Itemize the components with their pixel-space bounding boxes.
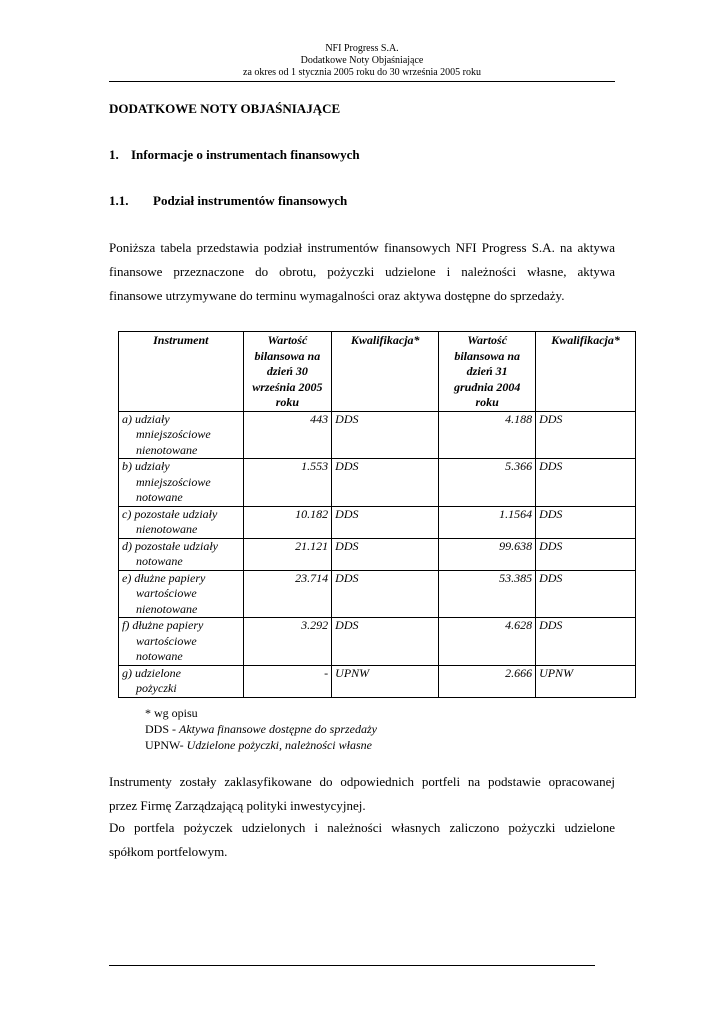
instrument-line: e) dłużne papiery (122, 570, 206, 585)
footer-rule (109, 965, 595, 966)
cell-instrument (119, 665, 244, 697)
legend-upnw-code: UPNW- (145, 738, 187, 752)
instrument-line: f) dłużne papiery (122, 618, 204, 632)
intro-line: finansowe przeznaczone do obrotu, pożyczki udzielone i należności własne, aktywa (109, 264, 615, 279)
header-value-2005-line: Wartość (267, 333, 308, 347)
cell-qualification-1: DDS (332, 459, 439, 507)
instrument-line: b) udziały (122, 459, 170, 473)
header-qualification-2: Kwalifikacja* (536, 332, 636, 412)
classification-paragraph (109, 770, 615, 818)
header-value-2005-line: września 2005 (252, 379, 323, 394)
header-value-2004-line: bilansowa na (454, 348, 521, 363)
instrument-line: c) pozostałe udziały (122, 506, 218, 521)
cell-value-2005: 10.182 (243, 506, 332, 538)
section-1-1-heading (109, 193, 347, 209)
header-value-2004-line: roku (475, 395, 499, 409)
cell-instrument (119, 618, 244, 666)
cell-qualification-2: DDS (536, 570, 636, 618)
header-value-2004-line: Wartość (467, 333, 508, 347)
cell-value-2004: 1.1564 (439, 506, 536, 538)
instrument-line: nienotowane (136, 442, 198, 457)
cell-value-2004: 53.385 (439, 570, 536, 618)
cell-qualification-1: DDS (332, 506, 439, 538)
paragraph-line: Do portfela pożyczek udzielonych i należności własnych zaliczono pożyczki udzielone (109, 820, 615, 835)
section-1-heading (109, 147, 360, 163)
paragraph-line: przez Firmę Zarządzającą polityki inwestycyjnej. (109, 798, 366, 813)
header-value-2005-line: roku (275, 395, 300, 409)
instrument-line: notowane (136, 649, 183, 663)
table-row (119, 538, 636, 570)
cell-instrument (119, 570, 244, 618)
legend-dds-code: DDS - (145, 722, 180, 736)
cell-value-2005: 1.553 (243, 459, 332, 507)
header-value-2004 (439, 332, 536, 412)
loans-paragraph (109, 816, 615, 864)
legend-dds-desc: Aktywa finansowe dostępne do sprzedaży (179, 722, 377, 736)
cell-value-2005: 3.292 (243, 618, 332, 666)
table-legend (145, 705, 377, 753)
instrument-line: wartościowe (136, 586, 197, 600)
table-row (119, 570, 636, 618)
section-1-number: 1. (109, 147, 119, 162)
cell-value-2005: 23.714 (243, 570, 332, 618)
header-instrument: Instrument (119, 332, 244, 412)
instrument-line: nienotowane (136, 522, 198, 536)
header-value-2005-line: dzień 30 (266, 364, 308, 378)
instrument-line: notowane (136, 554, 183, 568)
cell-qualification-2: DDS (536, 538, 636, 570)
header-doc-title: Dodatkowe Noty Objaśniające (300, 55, 424, 66)
table-row (119, 618, 636, 666)
instrument-line: nienotowane (136, 601, 198, 616)
cell-qualification-2: DDS (536, 618, 636, 666)
section-1-label: Informacje o instrumentach finansowych (131, 147, 360, 162)
cell-instrument (119, 538, 244, 570)
header-value-2005 (243, 332, 332, 412)
legend-upnw-desc: Udzielone pożyczki, należności własne (186, 738, 372, 752)
header-period: za okres od 1 stycznia 2005 roku do 30 września 2005 roku (243, 67, 481, 78)
cell-qualification-1: DDS (332, 411, 439, 459)
instrument-line: mniejszościowe (136, 474, 211, 489)
instrument-line: mniejszościowe (136, 427, 211, 441)
legend-dds (145, 721, 377, 737)
cell-instrument (119, 411, 244, 459)
cell-value-2004: 4.188 (439, 411, 536, 459)
paragraph-line: spółkom portfelowym. (109, 844, 228, 859)
intro-line: Poniższa tabela przedstawia podział instrumentów finansowych NFI Progress S.A. na aktywa (109, 240, 615, 255)
cell-value-2005: 21.121 (243, 538, 332, 570)
instrument-line: d) pozostałe udziały (122, 538, 218, 553)
header-value-2005-line: bilansowa na (254, 348, 321, 363)
cell-qualification-1: DDS (332, 618, 439, 666)
header-company: NFI Progress S.A. (325, 43, 399, 54)
instrument-line: a) udziały (122, 411, 170, 426)
cell-value-2005: 443 (243, 411, 332, 459)
cell-qualification-2: UPNW (536, 665, 636, 697)
instrument-line: g) udzielone (122, 665, 181, 680)
instrument-line: wartościowe (136, 633, 197, 648)
cell-instrument (119, 459, 244, 507)
section-1-1-label: Podział instrumentów finansowych (153, 193, 348, 208)
cell-qualification-1: DDS (332, 570, 439, 618)
section-1-1-number: 1.1. (109, 193, 129, 208)
cell-value-2005: - (243, 665, 332, 697)
header-value-2004-line: grudnia 2004 (453, 379, 521, 394)
table-row (119, 506, 636, 538)
legend-note: * wg opisu (145, 706, 198, 720)
intro-paragraph (109, 236, 615, 308)
cell-qualification-1: UPNW (332, 665, 439, 697)
cell-qualification-2: DDS (536, 506, 636, 538)
instruments-table (118, 331, 636, 698)
page-header (0, 43, 724, 79)
cell-qualification-1: DDS (332, 538, 439, 570)
cell-qualification-2: DDS (536, 459, 636, 507)
cell-value-2004: 99.638 (439, 538, 536, 570)
intro-line: finansowe utrzymywane do terminu wymagalności oraz aktywa dostępne do sprzedaży. (109, 288, 565, 303)
paragraph-line: Instrumenty zostały zaklasyfikowane do odpowiednich portfeli na podstawie opracowanej (109, 774, 615, 789)
cell-instrument (119, 506, 244, 538)
cell-qualification-2: DDS (536, 411, 636, 459)
instrument-line: pożyczki (136, 681, 177, 695)
header-rule (109, 81, 615, 82)
table-row (119, 411, 636, 459)
instrument-line: notowane (136, 490, 183, 504)
table-row (119, 665, 636, 697)
table-row (119, 459, 636, 507)
header-qualification-1: Kwalifikacja* (332, 332, 439, 412)
legend-upnw (145, 737, 377, 753)
cell-value-2004: 2.666 (439, 665, 536, 697)
cell-value-2004: 4.628 (439, 618, 536, 666)
table-header-row (119, 332, 636, 412)
header-value-2004-line: dzień 31 (466, 364, 508, 378)
document-title: DODATKOWE NOTY OBJAŚNIAJĄCE (109, 101, 341, 116)
cell-value-2004: 5.366 (439, 459, 536, 507)
